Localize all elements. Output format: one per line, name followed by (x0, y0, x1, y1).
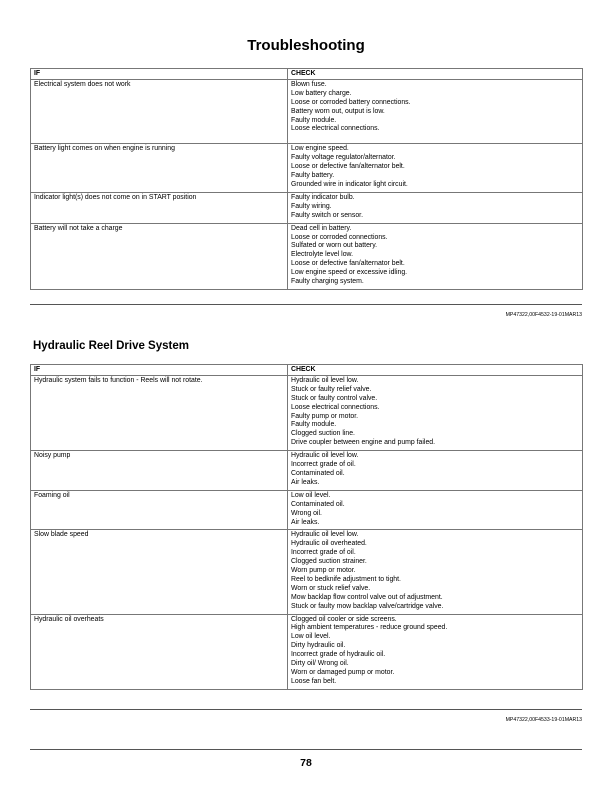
check-item: Dirty oil/ Wrong oil. (291, 660, 349, 668)
check-item: Worn or damaged pump or motor. (291, 669, 395, 676)
check-item: Faulty indicator bulb. (291, 193, 355, 201)
check-item: Electrolyte level low. (291, 251, 354, 259)
if-column-header: IF (31, 69, 288, 80)
check-cell (288, 614, 583, 689)
check-item: Blown fuse. (291, 80, 327, 88)
table-row (31, 144, 583, 193)
reference-code: MP47322,00F4532-19-01MAR13 (505, 312, 582, 318)
check-item: Low oil level. (291, 491, 331, 499)
check-item: Dead cell in battery. (291, 224, 352, 232)
table-header-row (31, 365, 583, 376)
check-item: Clogged suction strainer. (291, 558, 367, 566)
check-item: Reel to bedknife adjustment to tight. (291, 575, 401, 583)
check-item: Loose or defective fan/alternator belt. (291, 163, 405, 171)
check-item: Faulty pump or motor. (291, 412, 359, 420)
check-item: Faulty battery. (291, 172, 335, 180)
check-item: Loose fan belt. (291, 677, 337, 685)
check-item: Drive coupler between engine and pump failed. (291, 439, 436, 447)
electrical-troubleshooting-table (30, 68, 583, 290)
check-cell (288, 223, 583, 289)
table-row (31, 490, 583, 530)
check-item: Worn or stuck relief valve. (291, 584, 371, 592)
section-divider (30, 709, 582, 710)
check-item: Low battery charge. (291, 89, 352, 97)
check-item: Grounded wire in indicator light circuit. (291, 180, 408, 188)
check-column-header: CHECK (288, 69, 583, 80)
check-item: Low oil level. (291, 633, 331, 641)
if-cell: Indicator light(s) does not come on in START position (31, 192, 288, 223)
check-item: Faulty voltage regulator/alternator. (291, 154, 396, 162)
table-row (31, 451, 583, 491)
check-item: Hydraulic oil level low. (291, 452, 359, 460)
reference-code: MP47322,00F4533-19-01MAR13 (505, 717, 582, 723)
check-item: Faulty module. (291, 421, 337, 429)
check-item: Air leaks. (291, 478, 320, 486)
footer-divider (30, 749, 582, 750)
check-item: Hydraulic oil level low. (291, 376, 359, 384)
check-cell (288, 451, 583, 491)
check-item: Clogged suction line. (291, 430, 355, 438)
table-row (31, 530, 583, 614)
check-item: Worn pump or motor. (291, 567, 356, 575)
check-item: Mow backlap flow control valve out of adjustment. (291, 593, 443, 601)
table-row (31, 614, 583, 689)
if-cell: Battery light comes on when engine is running (31, 144, 288, 193)
check-item: Faulty charging system. (291, 278, 364, 286)
check-cell (288, 192, 583, 223)
section-title: Hydraulic Reel Drive System (33, 340, 189, 352)
check-item: Contaminated oil. (291, 500, 345, 508)
check-item: Stuck or faulty control valve. (291, 394, 378, 402)
check-cell (288, 530, 583, 614)
check-item: Loose electrical connections. (291, 125, 380, 133)
if-cell: Foaming oil (31, 490, 288, 530)
hydraulic-troubleshooting-table (30, 364, 583, 690)
check-item: Incorrect grade of oil. (291, 549, 356, 557)
check-item: Hydraulic oil overheated. (291, 540, 367, 548)
check-item: Dirty hydraulic oil. (291, 642, 346, 650)
if-cell: Hydraulic oil overheats (31, 614, 288, 689)
check-cell (288, 375, 583, 450)
if-cell: Electrical system does not work (31, 79, 288, 143)
check-item: High ambient temperatures - reduce ground speed. (291, 624, 448, 632)
check-item: Loose or corroded battery connections. (291, 98, 411, 106)
check-item: Wrong oil. (291, 509, 322, 517)
check-item: Faulty wiring. (291, 202, 332, 210)
table-row (31, 79, 583, 143)
check-item: Incorrect grade of hydraulic oil. (291, 651, 386, 659)
page-number: 78 (300, 757, 312, 769)
section-divider (30, 304, 582, 305)
check-item: Clogged oil cooler or side screens. (291, 615, 397, 623)
check-item: Sulfated or worn out battery. (291, 242, 378, 250)
table-row (31, 375, 583, 450)
check-item: Faulty module. (291, 116, 337, 124)
check-cell (288, 144, 583, 193)
check-item: Hydraulic oil level low. (291, 531, 359, 539)
check-item: Incorrect grade of oil. (291, 461, 356, 469)
check-item: Battery worn out, output is low. (291, 107, 385, 115)
check-item: Loose electrical connections. (291, 403, 380, 411)
if-cell: Slow blade speed (31, 530, 288, 614)
check-item: Low engine speed. (291, 145, 349, 153)
check-cell (288, 490, 583, 530)
check-item: Low engine speed or excessive idling. (291, 269, 408, 277)
check-item: Stuck or faulty mow backlap valve/cartridge valve. (291, 602, 444, 610)
check-item: Air leaks. (291, 518, 320, 526)
page-title: Troubleshooting (247, 37, 365, 54)
check-item: Faulty switch or sensor. (291, 211, 363, 219)
check-item: Loose or defective fan/alternator belt. (291, 260, 405, 268)
table-row (31, 192, 583, 223)
check-item: Contaminated oil. (291, 469, 345, 477)
table-row (31, 223, 583, 289)
check-item: Loose or corroded connections. (291, 233, 388, 241)
check-column-header: CHECK (288, 365, 583, 376)
if-cell: Battery will not take a charge (31, 223, 288, 289)
table-header-row (31, 69, 583, 80)
if-column-header: IF (31, 365, 288, 376)
if-cell: Noisy pump (31, 451, 288, 491)
check-item: Stuck or faulty relief valve. (291, 385, 372, 393)
check-cell (288, 79, 583, 143)
if-cell: Hydraulic system fails to function - Reels will not rotate. (31, 375, 288, 450)
